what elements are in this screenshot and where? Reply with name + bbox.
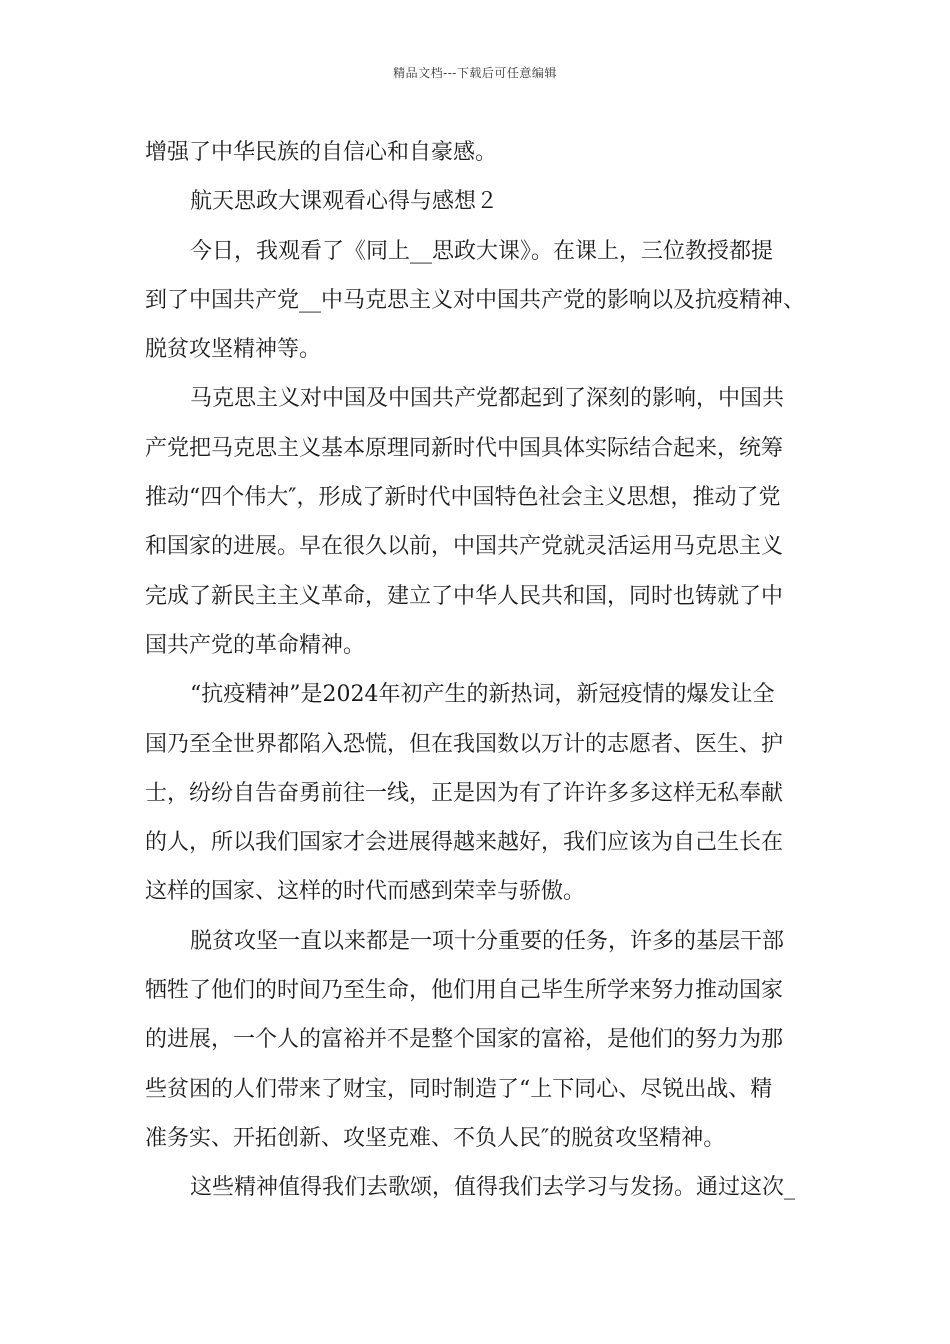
text-line: 些贫困的人们带来了财宝，同时制造了“上下同心、尽锐出战、精 — [145, 1076, 773, 1102]
text-line: 脱贫攻坚一直以来都是一项十分重要的任务，许多的基层干部 — [190, 928, 785, 954]
text-line: 到了中国共产党__中马克思主义对中国共产党的影响以及抗疫精神、 — [145, 287, 806, 313]
text-line: 国乃至全世界都陷入恐慌，但在我国数以万计的志愿者、医生、护 — [145, 731, 784, 757]
text-line: 的人，所以我们国家才会进展得越来越好，我们应该为自己生长在 — [145, 830, 784, 856]
section-title: 航天思政大课观看心得与感想２ — [190, 189, 499, 215]
text-line: 这些精神值得我们去歌颂，值得我们去学习与发扬。通过这次_ — [190, 1175, 796, 1201]
text-line: 马克思主义对中国及中国共产党都起到了深刻的影响，中国共 — [190, 386, 785, 412]
text-line: 准务实、开拓创新、攻坚克难、不负人民″的脱贫攻坚精神。 — [145, 1125, 726, 1151]
text-line: 增强了中华民族的自信心和自豪感。 — [145, 140, 498, 165]
text-line: 脱贫攻坚精神等。 — [145, 337, 322, 363]
text-line: 推动“四个伟大″，形成了新时代中国特色社会主义思想，推动了党 — [145, 485, 781, 511]
text-line: 牺牲了他们的时间乃至生命，他们用自己毕生所学来努力推动国家 — [145, 978, 784, 1004]
document-body — [145, 128, 810, 1213]
text-line: 完成了新民主主义革命，建立了中华人民共和国，同时也铸就了中 — [145, 583, 784, 609]
page-header: 精品文档---下载后可任意编辑 — [393, 66, 557, 80]
text-line: 的进展，一个人的富裕并不是整个国家的富裕，是他们的努力为那 — [145, 1027, 784, 1053]
text-line: 今日，我观看了《同上__思政大课》。在课上，三位教授都提 — [190, 238, 774, 264]
text-line: 和国家的进展。早在很久以前，中国共产党就灵活运用马克思主义 — [145, 534, 784, 560]
text-line: 国共产党的革命精神。 — [145, 632, 366, 658]
text-line: 士，纷纷自告奋勇前往一线，正是因为有了许许多多这样无私奉献 — [145, 780, 784, 806]
text-line: 这样的国家、这样的时代而感到荣幸与骄傲。 — [145, 879, 586, 905]
text-line: “抗疫精神”是2024年初产生的新热词，新冠疫情的爆发让全 — [190, 682, 775, 708]
text-line: 产党把马克思主义基本原理同新时代中国具体实际结合起来，统筹 — [145, 435, 784, 461]
